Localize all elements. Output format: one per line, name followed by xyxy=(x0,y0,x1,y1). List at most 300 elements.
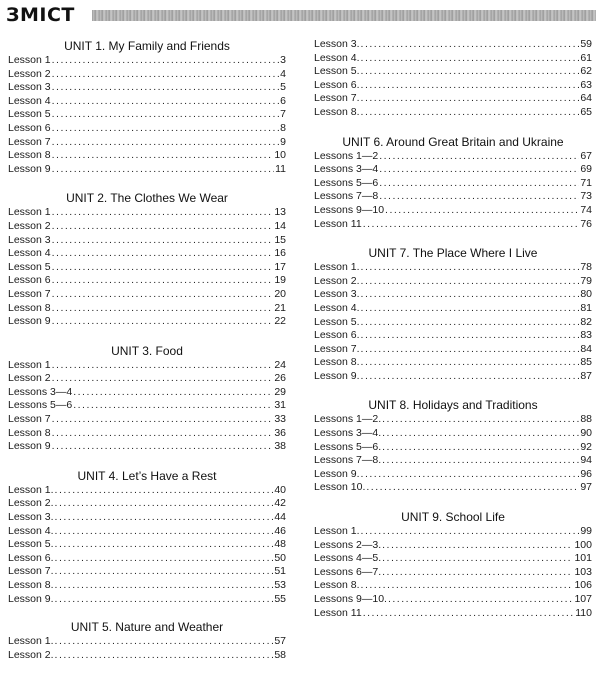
dot-leader xyxy=(52,274,274,288)
page-number: 21 xyxy=(274,301,286,314)
dot-leader xyxy=(52,122,280,136)
toc-entry xyxy=(8,95,286,109)
dot-leader xyxy=(379,190,579,204)
lesson-label: Lessons 5—6 xyxy=(8,399,73,412)
dot-leader xyxy=(361,468,580,482)
toc-entry xyxy=(8,413,286,427)
page-number: 73 xyxy=(580,190,592,203)
toc-entry xyxy=(8,206,286,220)
page-number: 40 xyxy=(274,483,286,496)
lesson-label: Lessons 5—6 xyxy=(314,176,379,189)
dot-leader xyxy=(361,106,580,120)
page-number: 46 xyxy=(274,524,286,537)
toc-entry xyxy=(314,343,592,357)
dot-leader xyxy=(55,565,274,579)
lesson-label: Lessons 9—10. xyxy=(314,593,387,605)
lesson-label: Lessons 3—4. xyxy=(314,427,382,440)
lesson-label: Lesson 8. xyxy=(314,579,360,592)
page-number: 103 xyxy=(574,565,592,578)
lesson-label: Lesson 1 xyxy=(8,54,51,66)
toc-entry xyxy=(8,122,286,136)
toc-entry xyxy=(314,65,592,79)
page-number: 83 xyxy=(580,329,592,342)
unit-title: UNIT 3. Food xyxy=(111,343,183,358)
dot-leader xyxy=(361,329,580,343)
dot-leader xyxy=(361,302,580,316)
page-number: 96 xyxy=(580,467,592,480)
dot-leader xyxy=(366,481,579,495)
dot-leader xyxy=(361,65,580,79)
lesson-label: Lesson 4 xyxy=(8,247,51,260)
page-number: 85 xyxy=(580,356,592,369)
lesson-label: Lesson 3. xyxy=(8,511,54,524)
lesson-label: Lesson 11 xyxy=(314,606,362,619)
page-number: 59 xyxy=(580,38,592,50)
lesson-label: Lesson 7 xyxy=(8,287,51,300)
toc-entry xyxy=(8,234,286,248)
lesson-label: Lesson 9 xyxy=(8,162,51,175)
dot-leader xyxy=(382,427,579,441)
dot-leader xyxy=(52,302,274,316)
lesson-label: Lesson 8 xyxy=(8,149,51,162)
page-number: 101 xyxy=(574,552,592,565)
page-number: 16 xyxy=(274,247,286,260)
page-number: 84 xyxy=(580,342,592,355)
toc-entry xyxy=(314,427,592,441)
dot-leader xyxy=(52,206,274,220)
toc-entry xyxy=(8,386,286,400)
toc-entry xyxy=(314,593,592,607)
dot-leader xyxy=(361,52,580,66)
toc-entry xyxy=(314,261,592,275)
dot-leader xyxy=(52,81,280,95)
dot-leader xyxy=(55,635,274,649)
dot-leader xyxy=(52,95,280,109)
lesson-label: Lesson 2. xyxy=(314,274,360,287)
toc-entry xyxy=(314,356,592,370)
page-number: 110 xyxy=(575,606,592,619)
toc-entry xyxy=(8,593,286,607)
lesson-label: Lesson 1. xyxy=(8,483,54,496)
dot-leader xyxy=(55,579,274,593)
toc-entry xyxy=(314,92,592,106)
lesson-label: Lesson 6 xyxy=(8,274,51,287)
toc-entry xyxy=(314,106,592,120)
toc-entry xyxy=(314,441,592,455)
unit-title: UNIT 1. My Family and Friends xyxy=(64,39,230,53)
page-number: 11 xyxy=(275,162,286,175)
dot-leader xyxy=(361,525,580,539)
page-number: 42 xyxy=(274,497,286,510)
dot-leader xyxy=(55,484,274,498)
lesson-label: Lesson 9. xyxy=(314,467,360,480)
dot-leader xyxy=(361,38,580,52)
dot-leader xyxy=(361,275,580,289)
page-number: 19 xyxy=(274,274,286,287)
toc-entry xyxy=(314,288,592,302)
page-number: 22 xyxy=(274,315,286,328)
lesson-label: Lesson 2 xyxy=(8,219,51,232)
page-number: 33 xyxy=(274,413,286,426)
toc-entry xyxy=(8,261,286,275)
dot-leader xyxy=(55,593,274,607)
lesson-label: Lesson 1. xyxy=(314,261,360,274)
page-number: 65 xyxy=(580,105,592,118)
toc-unit xyxy=(8,190,286,328)
lesson-label: Lesson 3 xyxy=(8,233,51,246)
page-number: 67 xyxy=(580,149,592,162)
dot-leader xyxy=(52,413,274,427)
dot-leader xyxy=(55,552,274,566)
toc-entry xyxy=(8,68,286,82)
toc-entry xyxy=(8,136,286,150)
dot-leader xyxy=(361,343,580,357)
page-number: 62 xyxy=(580,65,592,78)
page-number: 76 xyxy=(580,217,592,230)
dot-leader xyxy=(52,163,274,177)
lesson-label: Lesson 1. xyxy=(314,525,360,538)
page-number: 14 xyxy=(274,219,286,232)
lesson-label: Lesson 2. xyxy=(8,497,54,510)
page-number: 87 xyxy=(580,369,592,382)
lesson-label: Lesson 3. xyxy=(314,288,360,301)
lesson-label: Lesson 2. xyxy=(8,648,54,661)
lesson-label: Lesson 3. xyxy=(314,38,360,50)
lesson-label: Lessons 6—7. xyxy=(314,565,382,578)
toc-entry xyxy=(8,635,286,649)
lesson-label: Lesson 5 xyxy=(8,260,51,273)
toc-entry xyxy=(314,329,592,343)
lesson-label: Lesson 7 xyxy=(8,135,51,148)
toc-entry xyxy=(8,484,286,498)
lesson-label: Lesson 2 xyxy=(8,67,51,80)
page-number: 82 xyxy=(580,315,592,328)
toc-entry xyxy=(8,565,286,579)
toc-entry xyxy=(8,497,286,511)
dot-leader xyxy=(55,649,274,663)
unit-title: UNIT 5. Nature and Weather xyxy=(70,620,224,635)
dot-leader xyxy=(55,497,274,511)
toc-unit xyxy=(8,343,286,454)
page-number: 69 xyxy=(580,163,592,176)
toc-entry xyxy=(8,149,286,163)
dot-leader xyxy=(361,356,580,370)
toc-entry xyxy=(8,427,286,441)
toc-entry xyxy=(314,316,592,330)
page-number: 55 xyxy=(274,592,286,605)
page-number: 81 xyxy=(580,301,592,314)
dot-leader xyxy=(361,370,580,384)
toc-unit xyxy=(8,619,286,662)
dot-leader xyxy=(52,136,280,150)
dot-leader xyxy=(52,108,280,122)
dot-leader xyxy=(382,539,573,553)
dot-leader xyxy=(52,288,274,302)
lesson-label: Lesson 9. xyxy=(8,592,54,605)
toc-entry xyxy=(314,190,592,204)
toc-entry xyxy=(314,204,592,218)
page-number: 57 xyxy=(274,635,286,648)
dot-leader xyxy=(55,525,274,539)
toc-entry xyxy=(8,302,286,316)
toc-unit xyxy=(314,509,592,620)
lesson-label: Lesson 4. xyxy=(314,301,360,314)
dot-leader xyxy=(52,54,280,68)
dot-leader xyxy=(73,386,273,400)
page-number: 71 xyxy=(580,176,592,189)
toc-entry xyxy=(8,163,286,177)
toc-entry xyxy=(8,315,286,329)
lesson-label: Lesson 6. xyxy=(314,78,360,91)
dot-leader xyxy=(382,413,579,427)
lesson-label: Lessons 7—8. xyxy=(314,454,382,467)
toc-unit xyxy=(314,134,592,232)
dot-leader xyxy=(52,359,274,373)
lesson-label: Lesson 4. xyxy=(8,524,54,537)
lesson-label: Lesson 3 xyxy=(8,81,51,94)
toc-entry xyxy=(314,302,592,316)
lesson-label: Lesson 6. xyxy=(314,329,360,342)
lesson-label: Lesson 2 xyxy=(8,372,51,385)
page-number: 9 xyxy=(280,135,286,148)
lesson-label: Lesson 8 xyxy=(8,301,51,314)
dot-leader xyxy=(52,372,274,386)
toc-entry xyxy=(8,649,286,663)
toc-entry xyxy=(314,454,592,468)
lesson-label: Lesson 8. xyxy=(314,105,360,118)
toc-entry xyxy=(314,370,592,384)
toc-entry xyxy=(314,38,592,52)
dot-leader xyxy=(379,150,579,164)
dot-leader xyxy=(55,511,274,525)
page-number: 29 xyxy=(274,385,286,398)
toc-unit xyxy=(314,245,592,383)
lesson-label: Lessons 1—2 xyxy=(314,149,379,162)
toc-entry xyxy=(8,274,286,288)
toc-entry xyxy=(314,525,592,539)
page-number: 92 xyxy=(580,440,592,453)
lesson-label: Lessons 4—5. xyxy=(314,552,382,565)
dot-leader xyxy=(52,234,274,248)
toc-entry xyxy=(314,218,592,232)
lesson-label: Lesson 5. xyxy=(8,538,54,551)
page-number: 48 xyxy=(274,538,286,551)
dot-leader xyxy=(52,68,280,82)
toc-left-column xyxy=(8,38,286,662)
toc-entry xyxy=(8,220,286,234)
page-number: 74 xyxy=(580,203,592,216)
lesson-label: Lessons 5—6. xyxy=(314,440,382,453)
page-number: 94 xyxy=(580,454,592,467)
lesson-label: Lesson 7 xyxy=(8,413,51,426)
page-number: 31 xyxy=(274,399,286,412)
unit-title: UNIT 4. Let’s Have a Rest xyxy=(77,468,217,483)
unit-title: UNIT 9. School Life xyxy=(401,510,505,525)
toc-entry xyxy=(8,440,286,454)
lesson-label: Lesson 9 xyxy=(8,315,51,328)
page-number: 61 xyxy=(580,51,592,64)
page-number: 13 xyxy=(274,206,286,219)
page-number: 15 xyxy=(274,233,286,246)
page-number: 5 xyxy=(280,81,286,94)
dot-leader xyxy=(385,204,579,218)
lesson-label: Lesson 1 xyxy=(8,206,51,219)
dot-leader xyxy=(382,454,579,468)
unit-title: UNIT 8. Holidays and Traditions xyxy=(368,398,538,413)
page-number: 90 xyxy=(580,427,592,440)
lesson-label: Lesson 5. xyxy=(314,315,360,328)
toc-entry xyxy=(314,275,592,289)
toc-entry xyxy=(314,150,592,164)
lesson-label: Lesson 11 xyxy=(314,217,362,230)
lesson-label: Lesson 6. xyxy=(8,551,54,564)
page-number: 7 xyxy=(280,108,286,121)
toc-entry xyxy=(8,372,286,386)
page-header xyxy=(6,4,596,26)
page-number: 63 xyxy=(580,78,592,91)
dot-leader xyxy=(52,427,274,441)
page-number: 24 xyxy=(274,358,286,371)
lesson-label: Lesson 9. xyxy=(314,369,360,382)
page-number: 8 xyxy=(280,121,286,134)
toc-entry xyxy=(8,552,286,566)
dot-leader xyxy=(379,163,579,177)
dot-leader xyxy=(363,607,575,621)
dot-leader xyxy=(52,440,274,454)
page-number: 53 xyxy=(274,579,286,591)
toc-entry xyxy=(314,163,592,177)
toc-entry xyxy=(314,552,592,566)
dot-leader xyxy=(388,593,574,607)
dot-leader xyxy=(52,261,274,275)
page-number: 17 xyxy=(274,260,286,273)
dot-leader xyxy=(382,552,573,566)
page-number: 10 xyxy=(274,149,286,162)
toc-entry xyxy=(8,247,286,261)
toc-entry xyxy=(8,511,286,525)
dot-leader xyxy=(363,218,580,232)
lesson-label: Lesson 1 xyxy=(8,358,51,371)
lesson-label: Lessons 3—4 xyxy=(8,385,73,398)
page-number: 50 xyxy=(274,551,286,564)
lesson-label: Lesson 4 xyxy=(8,94,51,107)
page-number: 4 xyxy=(280,67,286,80)
dot-leader xyxy=(73,399,273,413)
toc-entry xyxy=(8,525,286,539)
dot-leader xyxy=(361,92,580,106)
page-title: ЗМІСТ xyxy=(6,4,75,26)
toc-entry xyxy=(8,288,286,302)
toc-entry xyxy=(8,359,286,373)
toc-unit xyxy=(8,38,286,176)
dot-leader xyxy=(361,316,580,330)
toc-entry xyxy=(314,607,592,621)
lesson-label: Lessons 1—2. xyxy=(314,413,382,426)
lesson-label: Lessons 7—8 xyxy=(314,190,379,203)
dot-leader xyxy=(52,149,274,163)
unit-title: UNIT 2. The Clothes We Wear xyxy=(66,191,228,206)
toc-unit xyxy=(314,38,592,120)
page-number: 38 xyxy=(274,440,286,453)
toc-entry xyxy=(314,539,592,553)
toc-entry xyxy=(8,81,286,95)
lesson-label: Lesson 7. xyxy=(314,92,360,105)
page-number: 100 xyxy=(574,538,592,551)
lesson-label: Lesson 6 xyxy=(8,121,51,134)
toc-entry xyxy=(8,538,286,552)
page-number: 78 xyxy=(580,261,592,274)
page-number: 51 xyxy=(274,565,286,578)
lesson-label: Lesson 4. xyxy=(314,51,360,64)
page-number: 80 xyxy=(580,288,592,301)
lesson-label: Lesson 9 xyxy=(8,440,51,453)
page-number: 58 xyxy=(274,648,286,661)
lesson-label: Lessons 3—4 xyxy=(314,163,379,176)
lesson-label: Lesson 8. xyxy=(314,356,360,369)
lesson-label: Lesson 7. xyxy=(314,342,360,355)
page-number: 99 xyxy=(580,525,592,538)
page-number: 44 xyxy=(274,511,286,524)
page-number: 6 xyxy=(280,94,286,107)
dot-leader xyxy=(52,220,274,234)
toc-entry xyxy=(314,579,592,593)
unit-title: UNIT 7. The Place Where I Live xyxy=(368,246,538,261)
page-number: 88 xyxy=(580,413,592,426)
page-number: 64 xyxy=(580,92,592,105)
page-number: 20 xyxy=(274,287,286,300)
dot-leader xyxy=(382,566,573,580)
toc-entry xyxy=(314,481,592,495)
page-number: 36 xyxy=(274,426,286,439)
header-decorative-band xyxy=(92,10,596,21)
page-number: 26 xyxy=(274,372,286,385)
dot-leader xyxy=(361,579,574,593)
toc-unit xyxy=(314,397,592,495)
toc-entry xyxy=(314,177,592,191)
toc-unit xyxy=(8,468,286,606)
lesson-label: Lessons 9—10 xyxy=(314,203,385,216)
page-number: 79 xyxy=(580,274,592,287)
toc-entry xyxy=(8,54,286,68)
dot-leader xyxy=(382,441,579,455)
lesson-label: Lesson 5. xyxy=(314,65,360,78)
toc-entry xyxy=(314,52,592,66)
lesson-label: Lesson 5 xyxy=(8,108,51,121)
toc-entry xyxy=(8,399,286,413)
page-number: 107 xyxy=(574,593,592,605)
toc-entry xyxy=(8,579,286,593)
dot-leader xyxy=(55,538,274,552)
lesson-label: Lesson 8 xyxy=(8,426,51,439)
toc-entry xyxy=(314,468,592,482)
dot-leader xyxy=(52,247,274,261)
lesson-label: Lesson 8. xyxy=(8,579,54,591)
lesson-label: Lesson 1. xyxy=(8,635,54,648)
lesson-label: Lesson 10. xyxy=(314,481,366,494)
page-number: 3 xyxy=(280,54,286,66)
toc-entry xyxy=(314,413,592,427)
page-number: 97 xyxy=(580,481,592,494)
toc-entry xyxy=(8,108,286,122)
toc-right-column xyxy=(314,38,592,620)
dot-leader xyxy=(361,261,580,275)
lesson-label: Lessons 2—3. xyxy=(314,538,382,551)
dot-leader xyxy=(361,79,580,93)
dot-leader xyxy=(52,315,274,329)
page-number: 106 xyxy=(574,579,592,592)
toc-entry xyxy=(314,566,592,580)
dot-leader xyxy=(379,177,579,191)
